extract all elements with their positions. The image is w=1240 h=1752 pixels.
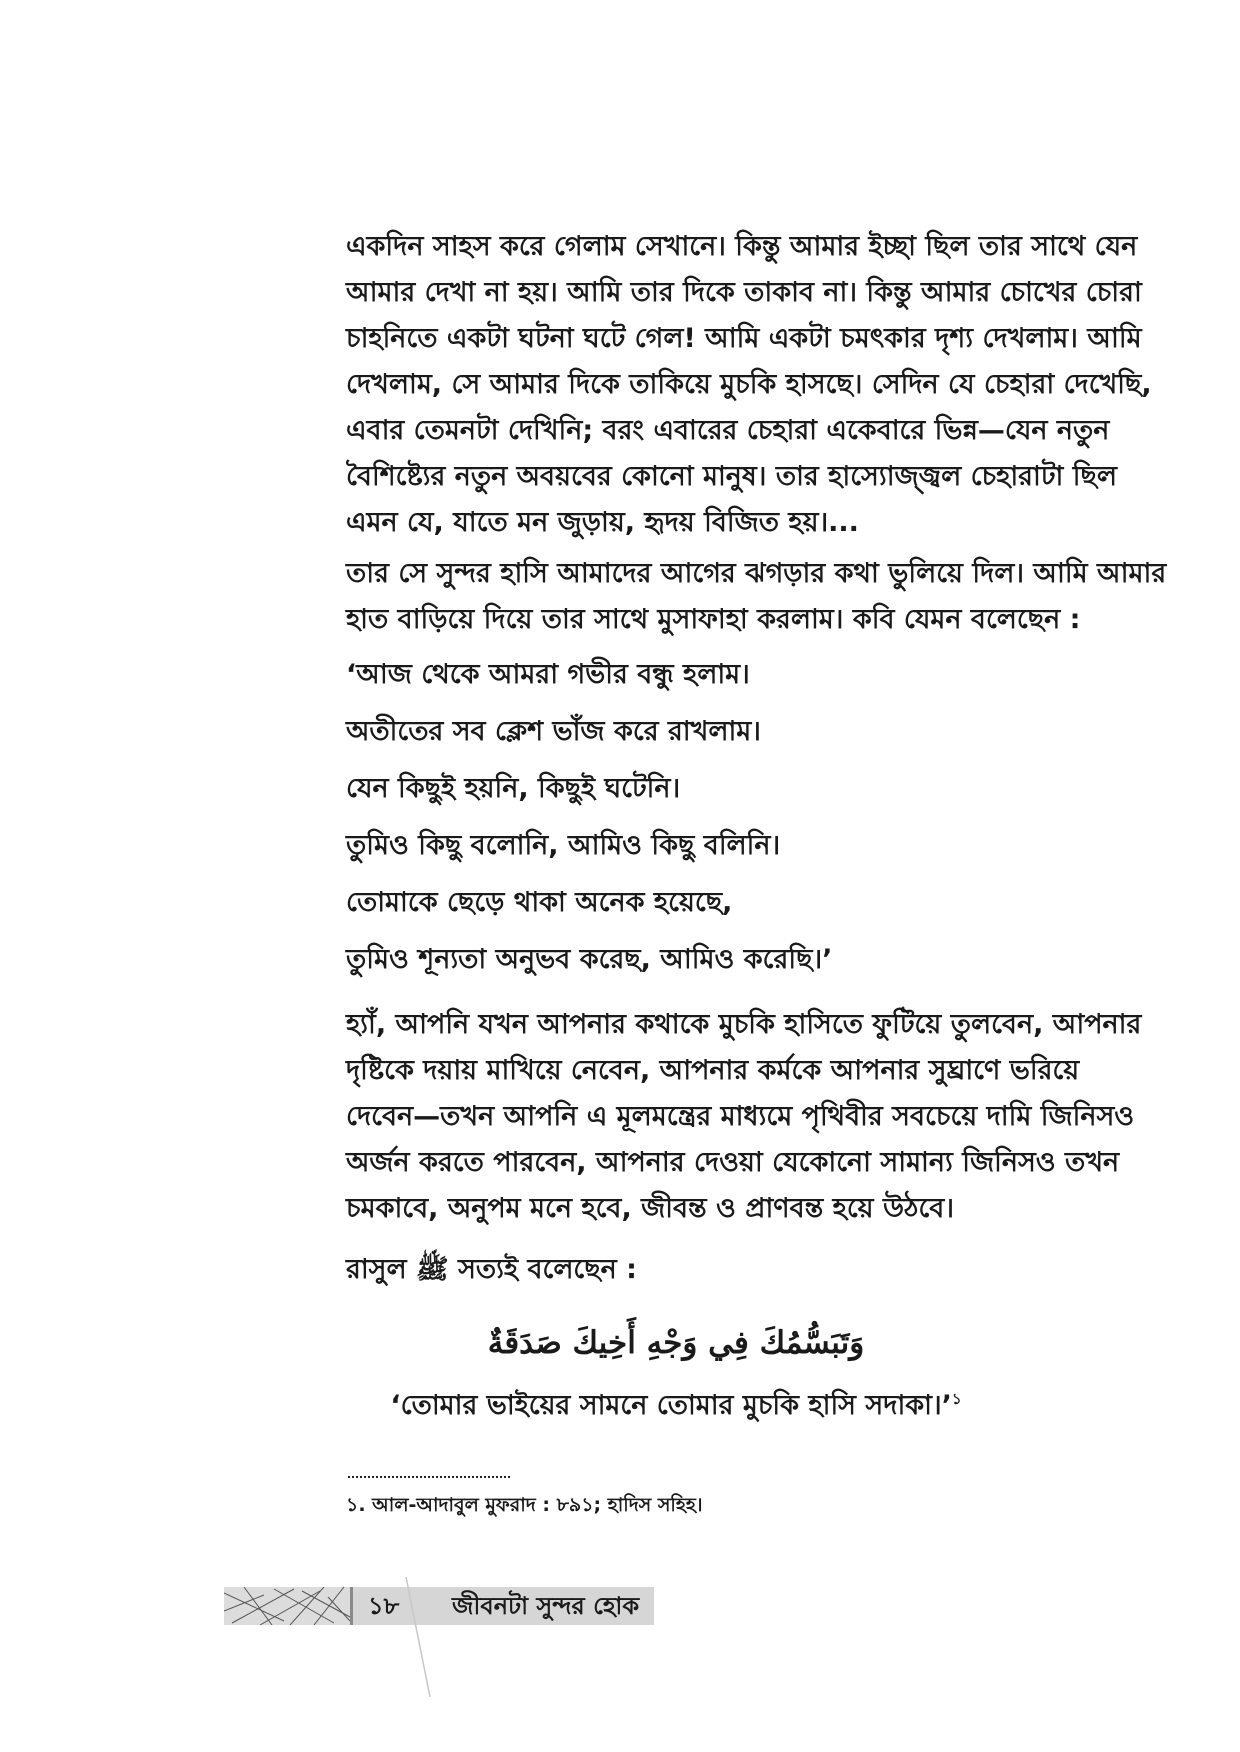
paragraph-line: একদিন সাহস করে গেলাম সেখানে। কিন্তু আমার ইচ্ছা ছিল তার সাথে যেন xyxy=(346,231,1138,262)
paragraph-line: চাহনিতে একটা ঘটনা ঘটে গেল! আমি একটা চমৎকার দৃশ্য দেখলাম। আমি xyxy=(346,323,1142,354)
paragraph-3 xyxy=(346,1002,1142,1232)
paragraph-1 xyxy=(346,224,1152,546)
paragraph-line: এমন যে, যাতে মন জুড়ায়, হৃদয় বিজিত হয়।... xyxy=(346,507,859,538)
paragraph-line: দৃষ্টিকে দয়ায় মাখিয়ে নেবেন, আপনার কর্মকে আপনার সুঘ্রাণে ভরিয়ে xyxy=(346,1055,1080,1086)
paragraph-line: রাসুল ﷺ সত্যই বলেছেন : xyxy=(346,1254,637,1285)
hadith-translation-text: ‘তোমার ভাইয়ের সামনে তোমার মুচকি হাসি সদাকা।’ xyxy=(390,1390,952,1421)
paragraph-4 xyxy=(346,1247,1006,1293)
poem-verse: অতীতের সব ক্লেশ ভাঁজ করে রাখলাম। xyxy=(346,716,761,747)
page-number: ১৮ xyxy=(368,1592,400,1620)
paragraph-2 xyxy=(346,551,1167,643)
poem-verse: ‘আজ থেকে আমরা গভীর বন্ধু হলাম। xyxy=(346,659,750,690)
paragraph-line: অর্জন করতে পারবেন, আপনার দেওয়া যেকোনো সামান্য জিনিসও তখন xyxy=(346,1147,1120,1178)
footnote-reference: ১ xyxy=(951,1390,962,1408)
poem-verse: তুমিও শূন্যতা অনুভব করেছ, আমিও করেছি।’ xyxy=(346,944,833,975)
paragraph-line: হাত বাড়িয়ে দিয়ে তার সাথে মুসাফাহা করলাম। কবি যেমন বলেছেন : xyxy=(346,604,1081,635)
hadith-arabic: وَتَبَسُّمُكَ فِي وَجْهِ أَخِيكَ صَدَقَةٌ xyxy=(487,1325,865,1361)
paragraph-line: দেখলাম, সে আমার দিকে তাকিয়ে মুচকি হাসছে। সেদিন যে চেহারা দেখেছি, xyxy=(346,369,1152,400)
paragraph-line: বৈশিষ্ট্যের নতুন অবয়বের কোনো মানুষ। তার হাস্যোজ্জ্বল চেহারাটা ছিল xyxy=(346,461,1117,492)
poem-verse: যেন কিছুই হয়নি, কিছুই ঘটেনি। xyxy=(346,773,681,804)
paragraph-line: দেবেন—তখন আপনি এ মূলমন্ত্রের মাধ্যমে পৃথিবীর সবচেয়ে দামি জিনিসও xyxy=(346,1101,1135,1132)
paragraph-line: আমার দেখা না হয়। আমি তার দিকে তাকাব না। কিন্তু আমার চোখের চোরা xyxy=(346,277,1142,308)
running-title: জীবনটা সুন্দর হোক xyxy=(452,1592,640,1620)
poem-verse: তুমিও কিছু বলোনি, আমিও কিছু বলিনি। xyxy=(346,830,781,861)
poem-verse: তোমাকে ছেড়ে থাকা অনেক হয়েছে, xyxy=(346,887,733,918)
paragraph-line: এবার তেমনটা দেখিনি; বরং এবারের চেহারা একেবারে ভিন্ন—যেন নতুন xyxy=(346,415,1110,446)
hadith-translation xyxy=(346,1383,1006,1429)
decorative-slash-icon xyxy=(400,1577,440,1697)
paragraph-line: চমকাবে, অনুপম মনে হবে, জীবন্ত ও প্রাণবন্ত হয়ে উঠবে। xyxy=(346,1193,954,1224)
footer-divider xyxy=(350,1587,353,1625)
poem xyxy=(346,652,1006,983)
footnote: ১. আল-আদাবুল মুফরাদ : ৮৯১; হাদিস সহিহ। xyxy=(346,1494,703,1516)
footer-decoration-icon xyxy=(224,1587,350,1625)
paragraph-line: তার সে সুন্দর হাসি আমাদের আগের ঝগড়ার কথা ভুলিয়ে দিল। আমি আমার xyxy=(346,558,1167,589)
paragraph-line: হ্যাঁ, আপনি যখন আপনার কথাকে মুচকি হাসিতে ফুটিয়ে তুলবেন, আপনার xyxy=(346,1009,1142,1040)
footnote-divider xyxy=(348,1476,510,1478)
